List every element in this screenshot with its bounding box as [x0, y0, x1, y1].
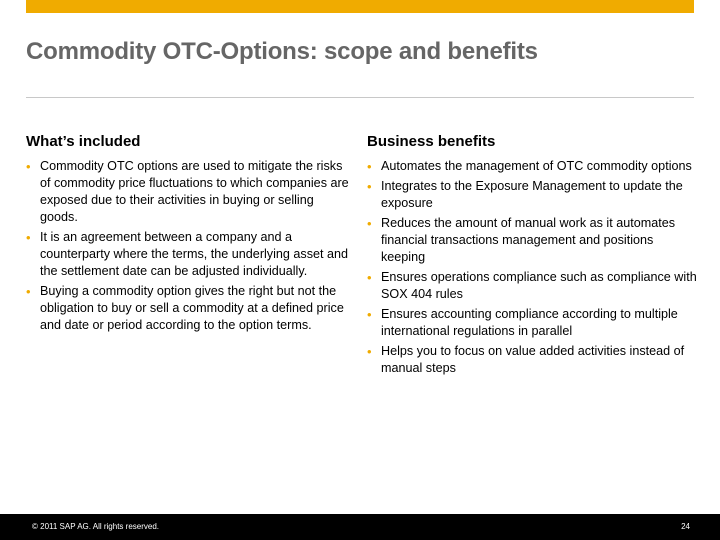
list-item-text: Helps you to focus on value added activities instead of manual steps — [381, 344, 685, 375]
list-item-text: Automates the management of OTC commodity options — [381, 159, 692, 173]
whats-included-column — [26, 133, 350, 337]
title-divider — [26, 97, 694, 98]
bullet-icon: • — [367, 344, 372, 359]
top-accent-bar — [0, 0, 720, 13]
bullet-icon: • — [367, 159, 372, 174]
list-item-text: Buying a commodity option gives the right but not the obligation to buy or sell a commodity at a defined price and date or period according to the option terms. — [40, 284, 344, 332]
list-item — [367, 158, 697, 175]
whats-included-heading: What’s included — [26, 133, 141, 150]
business-benefits-column — [367, 133, 697, 380]
bullet-icon: • — [367, 270, 372, 285]
top-bar-right-gap — [694, 0, 720, 13]
list-item-text: Commodity OTC options are used to mitigate the risks of commodity price fluctuations to which companies are exposed due to their activities in buying or selling goods. — [40, 159, 349, 224]
footer-bar — [0, 514, 720, 540]
list-item — [26, 158, 350, 226]
list-item-text: Ensures accounting compliance according to multiple international regulations in parallel — [381, 307, 678, 338]
list-item — [26, 283, 350, 334]
list-item — [367, 306, 697, 340]
whats-included-list — [26, 158, 350, 334]
list-item — [367, 178, 697, 212]
list-item — [367, 215, 697, 266]
list-item-text: Integrates to the Exposure Management to update the exposure — [381, 179, 683, 210]
list-item-text: It is an agreement between a company and a counterparty where the terms, the underlying asset and the settlement date can be adjusted individually. — [40, 230, 349, 278]
list-item — [26, 229, 350, 280]
bullet-icon: • — [367, 307, 372, 322]
business-benefits-list — [367, 158, 697, 377]
list-item — [367, 343, 697, 377]
slide-title: Commodity OTC-Options: scope and benefits — [26, 38, 538, 65]
copyright-text: © 2011 SAP AG. All rights reserved. — [32, 522, 159, 531]
business-benefits-heading: Business benefits — [367, 133, 496, 150]
bullet-icon: • — [26, 284, 31, 299]
bullet-icon: • — [367, 216, 372, 231]
top-bar-left-gap — [0, 0, 26, 13]
list-item — [367, 269, 697, 303]
bullet-icon: • — [26, 159, 31, 174]
bullet-icon: • — [367, 179, 372, 194]
list-item-text: Reduces the amount of manual work as it automates financial transactions management and positions keeping — [381, 216, 676, 264]
bullet-icon: • — [26, 230, 31, 245]
page-number: 24 — [681, 522, 690, 531]
list-item-text: Ensures operations compliance such as compliance with SOX 404 rules — [381, 270, 697, 301]
